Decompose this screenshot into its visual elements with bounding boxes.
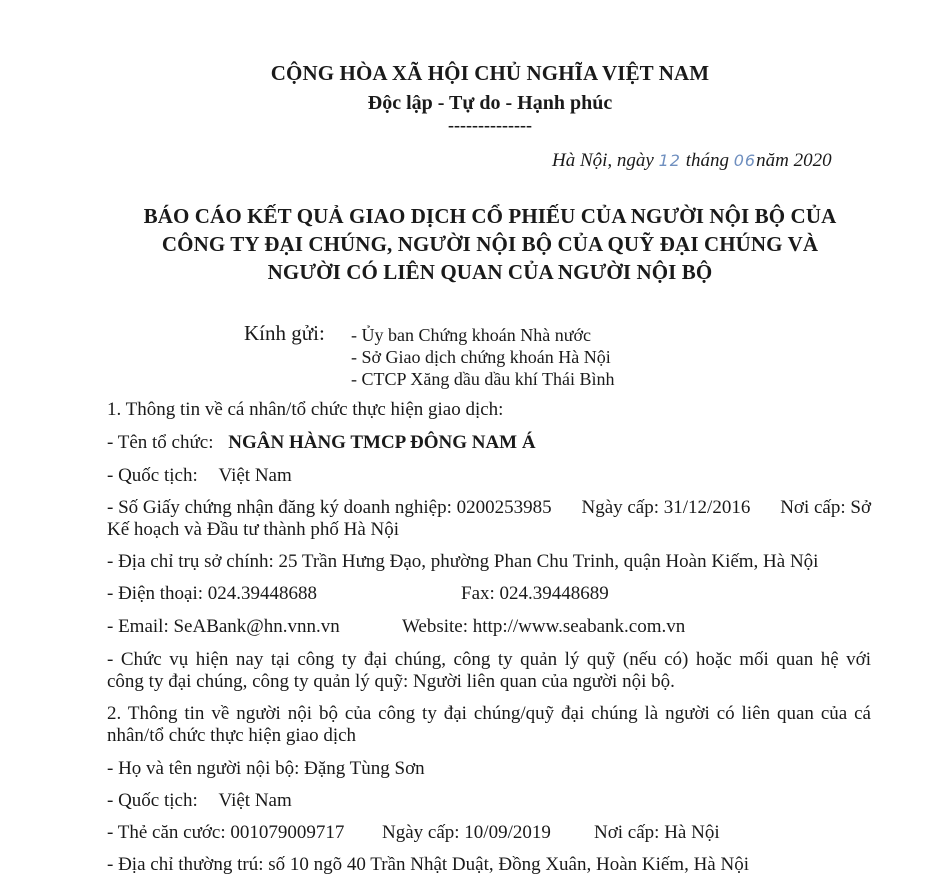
registration-number: - Số Giấy chứng nhận đăng ký doanh nghiệp: 0200253985 [107,497,552,518]
date-prefix: Hà Nội, ngày [552,150,659,171]
recipient-3: - CTCP Xăng dầu dầu khí Thái Bình [351,369,615,389]
report-title-line-2: CÔNG TY ĐẠI CHÚNG, NGƯỜI NỘI BỘ CỦA QUỸ ĐẠI CHÚNG VÀ [161,232,819,256]
org-nationality-row [107,465,292,487]
insider-nationality-value: Việt Nam [218,790,292,811]
org-name-label: - Tên tổ chức: [107,432,214,453]
position-line-2: công ty đại chúng, công ty quản lý quỹ: Người liên quan của người nội bộ. [107,671,675,692]
head-office-address: - Địa chỉ trụ sở chính: 25 Trần Hưng Đạo, phường Phan Chu Trinh, quận Hoàn Kiếm, Hà Nội [107,551,819,572]
date-line [552,150,832,172]
report-title-line-3: NGƯỜI CÓ LIÊN QUAN CỦA NGƯỜI NỘI BỘ [267,260,713,284]
nation-heading: CỘNG HÒA XÃ HỘI CHỦ NGHĨA VIỆT NAM [270,61,710,85]
section-2-heading-line-2: nhân/tổ chức thực hiện giao dịch [107,725,357,746]
date-month-label: tháng [680,150,734,171]
section-1-heading: 1. Thông tin về cá nhân/tổ chức thực hiện giao dịch: [107,399,504,420]
handwritten-month: 06 [733,151,757,170]
org-phone: - Điện thoại: 024.39448688 [107,583,318,604]
registration-row [107,497,871,519]
org-website: Website: http://www.seabank.com.vn [402,616,686,637]
insider-nationality-label: - Quốc tịch: [107,790,198,811]
insider-id-card: - Thẻ căn cước: 001079009717 [107,822,345,843]
insider-id-place: Nơi cấp: Hà Nội [594,822,720,843]
org-nationality-label: - Quốc tịch: [107,465,198,486]
org-name-value: NGÂN HÀNG TMCP ĐÔNG NAM Á [228,432,536,453]
header-divider: -------------- [448,115,532,135]
org-fax: Fax: 024.39448689 [461,583,609,604]
motto: Độc lập - Tự do - Hạnh phúc [367,92,613,114]
recipient-1: - Ủy ban Chứng khoán Nhà nước [351,325,591,345]
registration-date: Ngày cấp: 31/12/2016 [581,497,751,518]
report-title-line-1: BÁO CÁO KẾT QUẢ GIAO DỊCH CỔ PHIẾU CỦA NGƯỜI NỘI BỘ CỦA [143,204,837,228]
registration-place-continued: Kế hoạch và Đầu tư thành phố Hà Nội [107,519,400,540]
position-line-1: - Chức vụ hiện nay tại công ty đại chúng, công ty quản lý quỹ (nếu có) hoặc mối quan hệ với [107,649,871,670]
insider-id-date: Ngày cấp: 10/09/2019 [382,822,551,843]
insider-name: - Họ và tên người nội bộ: Đặng Tùng Sơn [107,758,425,779]
org-nationality-value: Việt Nam [218,465,292,486]
section-2-heading-line-1: 2. Thông tin về người nội bộ của công ty đại chúng/quỹ đại chúng là người có liên quan của cá [107,703,871,724]
org-name-row [107,432,536,454]
recipient-2: - Sở Giao dịch chứng khoán Hà Nội [351,347,611,367]
handwritten-day: 12 [658,151,681,170]
recipients-label: Kính gửi: [244,321,325,345]
date-year: năm 2020 [756,150,832,171]
insider-nationality-row [107,790,292,812]
org-email: - Email: SeABank@hn.vnn.vn [107,616,340,637]
insider-permanent-address: - Địa chỉ thường trú: số 10 ngõ 40 Trần Nhật Duật, Đồng Xuân, Hoàn Kiếm, Hà Nội [107,854,749,875]
registration-place: Nơi cấp: Sở [780,497,871,518]
